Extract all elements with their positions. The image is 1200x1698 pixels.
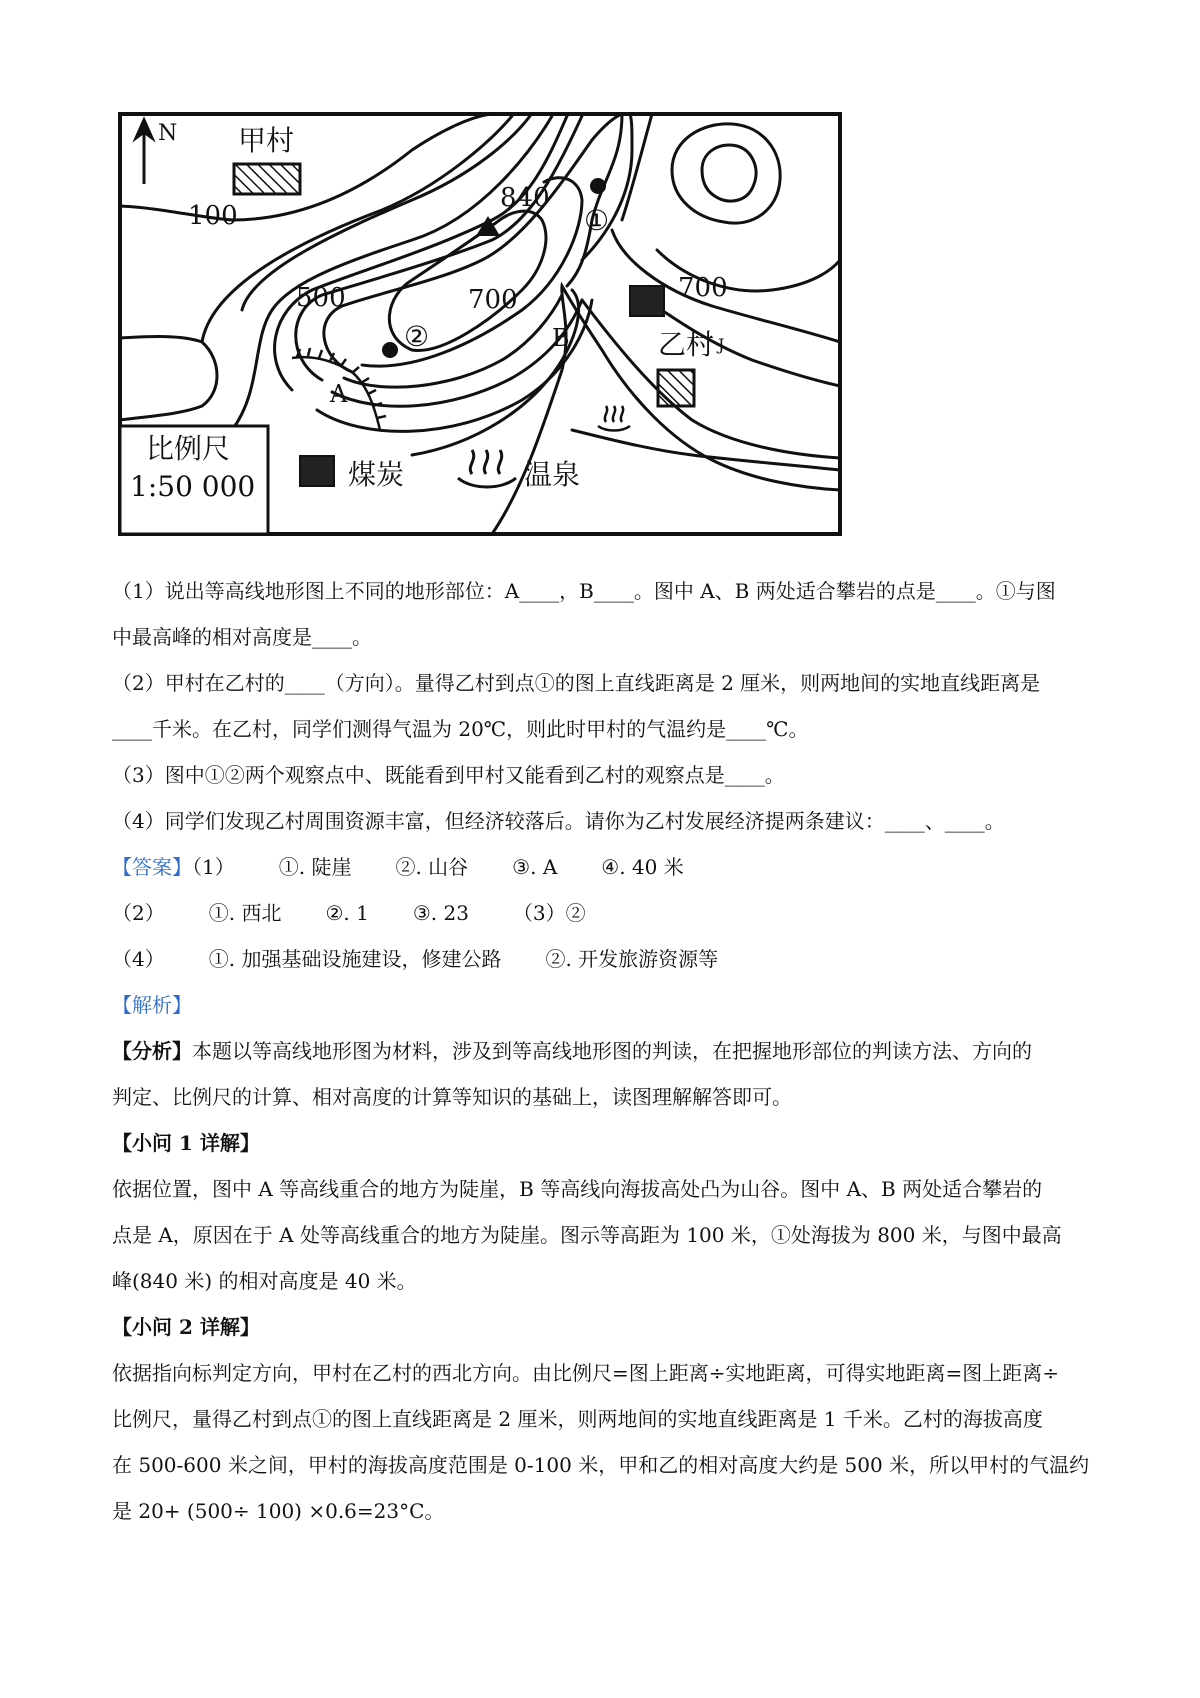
observation-point-1-label: ① [584,204,610,237]
contour-map [112,110,848,538]
question-1-line-2: 中最高峰的相对高度是____。 [112,625,372,649]
analysis-tag: 【解析】 [112,993,192,1017]
sub-question-2-line-3: 在 500-600 米之间，甲村的海拔高度范围是 0-100 米，甲和乙的相对高度大约是 500 米，所以甲村的气温约 [112,1453,1090,1477]
village-yi-label: 乙村 [658,328,715,361]
fenxi-line-1 [112,1028,1102,1074]
scale-title: 比例尺 [146,432,231,465]
answer-2-iii: ③. 23 [412,901,469,925]
sub-question-2-tag: 【小问 2 详解】 [112,1315,260,1339]
hot-spring-icon [598,406,630,431]
contour-label-700-left: 700 [468,285,518,315]
label-b: B [552,324,570,352]
peak-elevation-label: 840 [500,183,550,213]
sub-question-2-line-4: 是 20+ (500÷ 100) ×0.6=23°C。 [112,1499,445,1523]
sub-question-2-line-2: 比例尺，量得乙村到点①的图上直线距离是 2 厘米，则两地间的实地直线距离是 1 千米。乙村的海拔高度 [112,1407,1043,1431]
sub-question-1-line-2: 点是 A，原因在于 A 处等高线重合的地方为陡崖。图示等高距为 100 米，①处海拔为 800 米，与图中最高 [112,1223,1062,1247]
question-1-line-1: （1）说出等高线地形图上不同的地形部位：A____，B____。图中 A、B 两处适合攀岩的点是____。①与图 [112,579,1056,603]
answer-2-number: （2） [112,901,165,925]
answer-1-iii: ③. A [512,855,558,879]
north-label: N [158,121,178,146]
fenxi-text-1: 本题以等高线地形图为材料，涉及到等高线地形图的判读，在把握地形部位的判读方法、方向的 [192,1039,1032,1063]
sub-question-2-line-1: 依据指向标判定方向，甲村在乙村的西北方向。由比例尺=图上距离÷实地距离，可得实地距离=图上距离÷ [112,1361,1060,1385]
legend-hot-spring-icon [458,450,516,487]
fenxi-line-2: 判定、比例尺的计算、相对高度的计算等知识的基础上，读图理解解答即可。 [112,1085,792,1109]
answer-2-ii: ②. 1 [325,901,369,925]
answer-4-number: （4） [112,947,165,971]
question-body [112,568,1102,1534]
question-2-line-1: （2）甲村在乙村的____（方向）。量得乙村到点①的图上直线距离是 2 厘米，则两地间的实地直线距离是 [112,671,1041,695]
sub-question-1-line-3: 峰(840 米) 的相对高度是 40 米。 [112,1269,417,1293]
scale-value: 1:50 000 [130,470,256,503]
answer-3: （3）② [512,901,586,925]
answer-1-i: ①. 陡崖 [278,855,352,879]
sub-question-1-line-1: 依据位置，图中 A 等高线重合的地方为陡崖，B 等高线向海拔高处凸为山谷。图中 A、B 两处适合攀岩的 [112,1177,1043,1201]
legend-hot-spring-label: 温泉 [524,458,581,491]
answer-line-1 [112,844,1102,890]
legend-coal-label: 煤炭 [348,458,405,491]
observation-point-2-label: ② [404,320,430,353]
answer-tag: 【答案】 [112,855,192,879]
question-2-line-2: ____千米。在乙村，同学们测得气温为 20℃，则此时甲村的气温约是____℃。 [112,717,809,741]
answer-1-ii: ②. 山谷 [395,855,469,879]
sub-question-1-tag: 【小问 1 详解】 [112,1131,260,1155]
question-4: （4）同学们发现乙村周围资源丰富，但经济较落后。请你为乙村发展经济提两条建议：____、____。 [112,809,1005,833]
village-yi-symbol [658,370,694,406]
coal-symbol-map [630,286,664,316]
contour-label-700-right: 700 [678,273,728,303]
answer-1-number: （1） [192,855,235,879]
observation-point-2-dot [382,342,398,358]
observation-point-1-dot [590,178,606,194]
village-jia-label: 甲村 [238,124,295,157]
north-arrow-icon [136,120,152,184]
contour-label-100: 100 [188,201,238,231]
answer-1-iv: ④. 40 米 [601,855,684,879]
fenxi-tag: 【分析】 [112,1039,192,1063]
answer-line-2 [112,890,1102,936]
answer-4-i: ①. 加强基础设施建设，修建公路 [208,947,502,971]
question-3: （3）图中①②两个观察点中、既能看到甲村又能看到乙村的观察点是____。 [112,763,785,787]
village-yi-mark: J [718,335,725,354]
legend-coal-icon [300,456,334,486]
contour-label-500: 500 [296,283,346,313]
label-a: A [330,380,348,408]
answer-4-ii: ②. 开发旅游资源等 [545,947,719,971]
village-jia-symbol [234,164,300,194]
answer-2-i: ①. 西北 [208,901,282,925]
answer-line-3 [112,936,1102,982]
